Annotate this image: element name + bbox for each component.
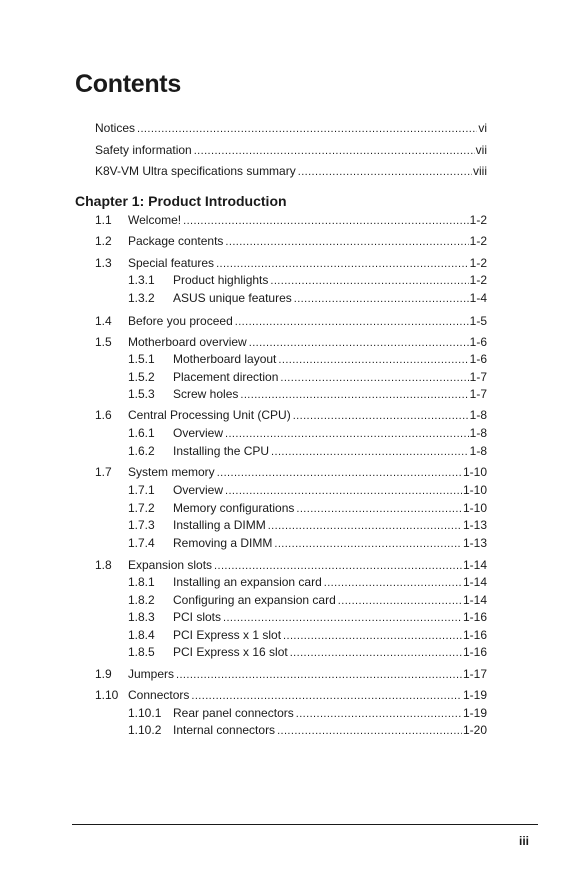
dot-leader [249, 335, 469, 351]
subsection-page: 1-10 [462, 483, 487, 497]
section-label: Connectors [128, 688, 190, 702]
toc-subsection-1-7-4[interactable] [128, 535, 487, 551]
subsection-number: 1.5.1 [128, 352, 155, 366]
toc-section-1-7[interactable] [95, 464, 487, 480]
subsection-number: 1.5.3 [128, 387, 155, 401]
toc-section-1-5[interactable] [95, 334, 487, 350]
section-number: 1.9 [95, 667, 112, 681]
subsection-page: 1-14 [462, 575, 487, 589]
section-number: 1.1 [95, 213, 112, 227]
subsection-label: Installing an expansion card [173, 575, 322, 589]
toc-section-1-9[interactable] [95, 666, 487, 682]
section-label: Motherboard overview [128, 335, 247, 349]
subsection-number: 1.8.4 [128, 628, 155, 642]
dot-leader [194, 143, 475, 159]
toc-subsection-1-8-4[interactable] [128, 627, 487, 643]
section-number: 1.2 [95, 234, 112, 248]
toc-subsection-1-5-2[interactable] [128, 369, 487, 385]
subsection-label: PCI slots [173, 610, 222, 624]
toc-entry-label: K8V-VM Ultra specifications summary [95, 164, 296, 178]
subsection-label: Configuring an expansion card [173, 593, 336, 607]
section-page: 1-2 [469, 256, 487, 270]
section-label: Package contents [128, 234, 224, 248]
toc-entry-page: vi [478, 121, 487, 135]
subsection-page: 1-13 [462, 536, 487, 550]
subsection-number: 1.10.2 [128, 723, 162, 737]
dot-leader [225, 234, 468, 250]
subsection-label: PCI Express x 16 slot [173, 645, 288, 659]
section-number: 1.5 [95, 335, 112, 349]
dot-leader [240, 387, 468, 403]
subsection-page: 1-16 [462, 610, 487, 624]
toc-section-1-6[interactable] [95, 407, 487, 423]
dot-leader [293, 408, 469, 424]
toc-subsection-1-8-1[interactable] [128, 574, 487, 590]
section-number: 1.10 [95, 688, 119, 702]
toc-entry-label: Notices [95, 121, 136, 135]
dot-leader [216, 256, 469, 272]
subsection-page: 1-7 [469, 370, 487, 384]
dot-leader [270, 273, 468, 289]
section-page: 1-19 [462, 688, 487, 702]
section-label: Special features [128, 256, 215, 270]
toc-section-1-3[interactable] [95, 255, 487, 271]
subsection-number: 1.8.2 [128, 593, 155, 607]
subsection-label: Product highlights [173, 273, 269, 287]
toc-subsection-1-7-1[interactable] [128, 482, 487, 498]
section-page: 1-14 [462, 558, 487, 572]
toc-subsection-1-7-3[interactable] [128, 517, 487, 533]
toc-subsection-1-3-1[interactable] [128, 272, 487, 288]
footer-page-number: iii [518, 834, 529, 848]
subsection-label: ASUS unique features [173, 291, 292, 305]
toc-subsection-1-5-1[interactable] [128, 351, 487, 367]
section-label: Before you proceed [128, 314, 233, 328]
toc-entry-page: viii [473, 164, 487, 178]
dot-leader [235, 314, 469, 330]
subsection-page: 1-19 [462, 706, 487, 720]
toc-subsection-1-8-2[interactable] [128, 592, 487, 608]
section-number: 1.6 [95, 408, 112, 422]
toc-section-1-4[interactable] [95, 313, 487, 329]
toc-subsection-1-8-5[interactable] [128, 644, 487, 660]
section-label: Jumpers [128, 667, 175, 681]
section-number: 1.3 [95, 256, 112, 270]
dot-leader [223, 610, 462, 626]
dot-leader [225, 483, 462, 499]
toc-section-1-1[interactable] [95, 212, 487, 228]
dot-leader [214, 558, 462, 574]
chapter-heading: Chapter 1: Product Introduction [75, 193, 287, 209]
toc-subsection-1-10-2[interactable] [128, 722, 487, 738]
footer-rule [72, 824, 538, 825]
toc-section-1-10[interactable] [95, 687, 487, 703]
dot-leader [290, 645, 462, 661]
subsection-label: Internal connectors [173, 723, 276, 737]
dot-leader [274, 536, 462, 552]
dot-leader [324, 575, 462, 591]
subsection-page: 1-10 [462, 501, 487, 515]
toc-subsection-1-7-2[interactable] [128, 500, 487, 516]
toc-subsection-1-10-1[interactable] [128, 705, 487, 721]
subsection-page: 1-14 [462, 593, 487, 607]
subsection-page: 1-16 [462, 645, 487, 659]
subsection-page: 1-20 [462, 723, 487, 737]
subsection-label: Screw holes [173, 387, 239, 401]
subsection-number: 1.7.3 [128, 518, 155, 532]
subsection-number: 1.7.1 [128, 483, 155, 497]
section-page: 1-8 [469, 408, 487, 422]
section-page: 1-2 [469, 213, 487, 227]
toc-entry-safety-information[interactable] [95, 142, 487, 158]
subsection-number: 1.3.1 [128, 273, 155, 287]
subsection-page: 1-4 [469, 291, 487, 305]
subsection-number: 1.8.5 [128, 645, 155, 659]
subsection-label: PCI Express x 1 slot [173, 628, 282, 642]
dot-leader [176, 667, 462, 683]
dot-leader [296, 501, 462, 517]
dot-leader [280, 370, 468, 386]
subsection-label: Removing a DIMM [173, 536, 273, 550]
section-label: System memory [128, 465, 215, 479]
subsection-number: 1.7.2 [128, 501, 155, 515]
toc-section-1-2[interactable] [95, 233, 487, 249]
dot-leader [225, 426, 469, 442]
toc-subsection-1-5-3[interactable] [128, 386, 487, 402]
page-title: Contents [75, 70, 181, 98]
toc-entry-label: Safety information [95, 143, 192, 157]
section-page: 1-10 [462, 465, 487, 479]
subsection-number: 1.6.2 [128, 444, 155, 458]
dot-leader [271, 444, 469, 460]
subsection-number: 1.7.4 [128, 536, 155, 550]
dot-leader [191, 688, 462, 704]
dot-leader [338, 593, 462, 609]
dot-leader [283, 628, 462, 644]
toc-subsection-1-6-2[interactable] [128, 443, 487, 459]
section-number: 1.8 [95, 558, 112, 572]
dot-leader [298, 164, 472, 180]
section-page: 1-5 [469, 314, 487, 328]
toc-entry-notices[interactable] [95, 120, 487, 136]
dot-leader [296, 706, 462, 722]
subsection-page: 1-2 [469, 273, 487, 287]
dot-leader [137, 121, 477, 137]
toc-entry-specifications-summary[interactable] [95, 163, 487, 179]
dot-leader [183, 213, 469, 229]
subsection-page: 1-7 [469, 387, 487, 401]
section-label: Expansion slots [128, 558, 213, 572]
subsection-number: 1.5.2 [128, 370, 155, 384]
subsection-page: 1-16 [462, 628, 487, 642]
subsection-label: Motherboard layout [173, 352, 277, 366]
subsection-page: 1-8 [469, 444, 487, 458]
toc-subsection-1-3-2[interactable] [128, 290, 487, 306]
subsection-page: 1-13 [462, 518, 487, 532]
section-label: Welcome! [128, 213, 182, 227]
toc-section-1-8[interactable] [95, 557, 487, 573]
section-number: 1.4 [95, 314, 112, 328]
dot-leader [217, 465, 462, 481]
subsection-label: Installing a DIMM [173, 518, 266, 532]
subsection-label: Overview [173, 426, 224, 440]
section-page: 1-6 [469, 335, 487, 349]
subsection-page: 1-6 [469, 352, 487, 366]
dot-leader [268, 518, 462, 534]
dot-leader [277, 723, 462, 739]
toc-entry-page: vii [475, 143, 487, 157]
subsection-number: 1.6.1 [128, 426, 155, 440]
toc-subsection-1-8-3[interactable] [128, 609, 487, 625]
subsection-label: Installing the CPU [173, 444, 270, 458]
subsection-label: Memory configurations [173, 501, 295, 515]
section-label: Central Processing Unit (CPU) [128, 408, 291, 422]
toc-subsection-1-6-1[interactable] [128, 425, 487, 441]
subsection-number: 1.3.2 [128, 291, 155, 305]
subsection-number: 1.8.3 [128, 610, 155, 624]
dot-leader [278, 352, 468, 368]
section-page: 1-17 [462, 667, 487, 681]
subsection-number: 1.10.1 [128, 706, 162, 720]
subsection-label: Placement direction [173, 370, 279, 384]
section-page: 1-2 [469, 234, 487, 248]
subsection-label: Overview [173, 483, 224, 497]
subsection-page: 1-8 [469, 426, 487, 440]
subsection-label: Rear panel connectors [173, 706, 294, 720]
subsection-number: 1.8.1 [128, 575, 155, 589]
section-number: 1.7 [95, 465, 112, 479]
dot-leader [294, 291, 469, 307]
